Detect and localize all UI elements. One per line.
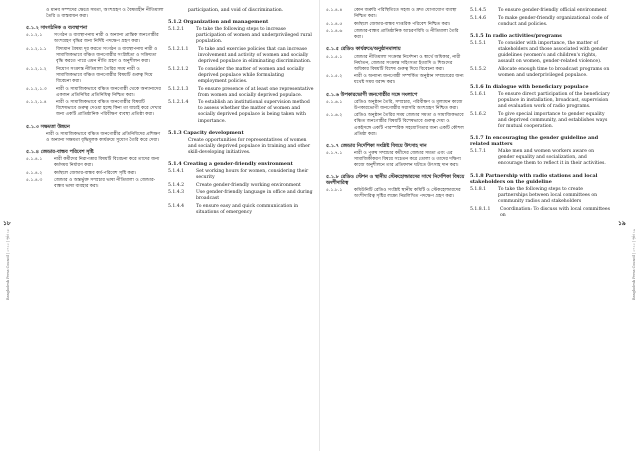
section-heading: ৫.১.২ সাংগঠনিক ও ব্যবস্থাপনা bbox=[26, 25, 88, 32]
clause-row bbox=[326, 113, 466, 137]
clause-row bbox=[326, 188, 466, 200]
clause-text: Make men and women workers aware on gender equality and socialization, and encourage them to reflect it in their activities. bbox=[498, 149, 606, 167]
right-page-side-caption: Bangladesh Press Council | ২০২২ | পৃষ্ঠা ১৯ bbox=[632, 228, 636, 300]
clause-row bbox=[26, 47, 164, 65]
left-page-side-caption: Bangladesh Press Council | ২০২২ | পৃষ্ঠা ১৮ bbox=[6, 228, 10, 300]
clause-number: ৫.১.২.১.২ bbox=[26, 66, 47, 72]
right-english-column bbox=[470, 8, 610, 220]
clause-row bbox=[470, 8, 610, 14]
clause-number: 5.1.4.1 bbox=[168, 169, 185, 175]
clause-number: 5.1.4.4 bbox=[168, 204, 185, 210]
clause-row bbox=[168, 27, 314, 45]
clause-row bbox=[470, 41, 610, 65]
left-english-column bbox=[168, 8, 314, 218]
clause-text: To take the following steps to increase participation of women and underprivileged rural population. bbox=[196, 27, 312, 45]
clause-number: ৫.১.৪.৪ bbox=[326, 8, 343, 13]
clause-row bbox=[470, 92, 610, 110]
clause-row bbox=[168, 183, 314, 189]
clause-text: নারী ও পুরুষ সম্প্রচার কর্মীদের জেন্ডার সমতা এবং এর সামাজিকীকরণ বিষয়ে সচেতন করে তোলা ও তাদের দক্ষিণ্য কাজে অনুশীলনে তার প্রতিফলন ঘটাতে উৎসাহ দান করা। bbox=[354, 150, 461, 168]
clause-row bbox=[168, 190, 314, 202]
clause-number: 5.1.2.1.3 bbox=[168, 86, 189, 92]
clause-row bbox=[168, 169, 314, 181]
clause-number: 5.1.6.1 bbox=[470, 92, 487, 98]
clause-row bbox=[26, 171, 164, 177]
clause-text: To consider the matter of women and socially deprived populace while formulating employment policies. bbox=[198, 66, 305, 84]
clause-text: To ensure easy and quick communication in situations of emergency bbox=[196, 204, 299, 216]
right-page bbox=[320, 0, 638, 451]
clause-row bbox=[168, 47, 314, 65]
clause-number: ৫.১.৮.১ bbox=[326, 188, 343, 194]
clause-number: ৫.১.৪.৫ bbox=[326, 21, 343, 27]
clause-row bbox=[326, 8, 466, 20]
clause-row bbox=[470, 207, 610, 219]
clause-row bbox=[26, 67, 164, 85]
clause-number: 5.1.7.1 bbox=[470, 149, 487, 155]
clause-text: To ensure presence of at least one representative from women and socially deprived populace. bbox=[198, 86, 314, 98]
clause-row bbox=[470, 67, 610, 79]
clause-number: 5.1.4.2 bbox=[168, 182, 185, 188]
clause-row bbox=[26, 33, 164, 45]
clause-text: জেন্ডার-বান্ধব প্রাতিষ্ঠানিক আচরণবিধি ও নীতিমালা তৈরি করা। bbox=[354, 29, 459, 41]
clause-text: রেডিও অনুষ্ঠান তৈরির সময় জেন্ডার সমতা ও সামাজিকভাবে বঞ্চিত জনগোষ্ঠীর বিষয়টি বিশেষভাবে গুরুত্ব দেয়া ও একইসঙ্গে একটি পারস্পরিক সহযোগিতার জন্য একটি কৌশল প্রতিষ্ঠা করা। bbox=[354, 113, 464, 137]
clause-text: To establish an institutional supervision method to assess whether the matter of women and socially deprived populace is being taken with importance. bbox=[198, 100, 310, 124]
clause-row bbox=[470, 112, 610, 130]
clause-text: কর্মস্থলে জেন্ডার-বান্ধব কর্ম-পরিবেশ সৃষ্টি করা। bbox=[54, 170, 137, 176]
clause-text: জেন্ডার ও অন্তর্ভুক্ত সম্প্রচার ভাষা নীতিমালা ও জেন্ডার-বান্ধব ভাষা ব্যবহার করা। bbox=[54, 178, 156, 190]
clause-row bbox=[26, 100, 164, 118]
left-page-number: ১৮ bbox=[3, 220, 11, 227]
clause-number: ৫.১.২.১.৩ bbox=[26, 86, 47, 92]
clause-text: Use gender-friendly language in office and during broadcast bbox=[196, 190, 313, 202]
clause-number: 5.1.2.1.4 bbox=[168, 100, 189, 106]
clause-text: Create gender-friendly working environment bbox=[196, 182, 301, 188]
clause-row bbox=[26, 157, 164, 169]
clause-number: ৫.১.৪.২ bbox=[26, 170, 43, 176]
right-page-number: ১৯ bbox=[618, 220, 626, 227]
clause-row bbox=[470, 149, 610, 167]
clause-text: নিয়োগ সংক্রান্ত নীতিমালা তৈরির সময় নারী ও সামাজিকভাবে বঞ্চিত জনগোষ্ঠীর বিষয়টি গুরুত্ব দিয়ে বিবেচনা করা। bbox=[56, 66, 153, 84]
clause-row bbox=[326, 22, 466, 28]
clause-text: সংগঠন ও ব্যবস্থাপনায় নারী ও অন্যান্য প্রান্তিক জনগোষ্ঠীর অংশগ্রহণ বৃদ্ধির জন্য নির্দিষ্ট পদক্ষেপ গ্রহণ করা। bbox=[54, 33, 159, 45]
clause-text: নারী ও সামাজিকভাবে বঞ্চিত জনগোষ্ঠী থেকে অন্যান্যদের একজন প্রতিনিধির প্রতিনিধিত্ব নিশ্চিত করা। bbox=[56, 86, 161, 98]
clause-number: ৫.১.৬.১ bbox=[326, 99, 343, 105]
clause-text: নারী কর্মীদের নিরাপত্তার বিষয়টি বিবেচনা করে তাদের জন্য কর্মসময় নির্ধারণ করা। bbox=[54, 156, 160, 168]
clause-number: ৫.১.৫.২ bbox=[326, 74, 343, 80]
clause-number: 5.1.5.2 bbox=[470, 66, 487, 72]
clause-number: 5.1.4.6 bbox=[470, 15, 487, 21]
section-heading: ৫.১.৮ রেডিও স্টেশন ও স্থানীয় স্টেকহোল্ডারদের সাথে নির্দেশিকা বিষয়ে অংশীদারিত্ব bbox=[326, 174, 465, 187]
right-bengali-column bbox=[326, 8, 466, 202]
clause-row bbox=[168, 67, 314, 85]
clause-text: বিদ্যমান বৈষম্য দূর করতে সংগঠন ও ব্যবস্থাপনায় নারী ও সামাজিকভাবে বঞ্চিত জনগোষ্ঠীর সংশ্লিষ্টতা ও সক্রিয়তা বৃদ্ধি করতে পারে এমন নীতি গ্রহণ ও অনুশীলন করা। bbox=[56, 46, 158, 65]
clause-row bbox=[470, 187, 610, 205]
section-heading: ৫.১.৫ রেডিও কার্যক্রমে/অনুষ্ঠানমালায় bbox=[326, 46, 401, 53]
clause-text: To ensure direct participation of the beneficiary populace in installation, broadcast, supervision and evaluation work of radio programs. bbox=[498, 92, 610, 110]
body-paragraph: participation, and void of discrimination. bbox=[188, 8, 284, 13]
section-heading: ৫.১.৩ সক্ষমতা উন্নয়ন bbox=[26, 123, 70, 130]
clause-number: 5.1.5.1 bbox=[470, 40, 487, 46]
clause-number: 5.1.2.1.2 bbox=[168, 66, 189, 72]
clause-row bbox=[168, 204, 314, 216]
section-heading: 5.1.6 In dialogue with beneficiary populace bbox=[470, 83, 589, 90]
clause-number: 5.1.2.1 bbox=[168, 27, 185, 33]
clause-row bbox=[326, 100, 466, 112]
clause-number: ৫.১.৪.৩ bbox=[26, 178, 43, 184]
clause-row bbox=[168, 100, 314, 124]
section-heading: 5.1.5 In radio activities/programs bbox=[470, 32, 562, 39]
clause-row bbox=[26, 178, 164, 190]
clause-text: To take the following steps to create partnerships between local committees on community radios and stakeholders bbox=[498, 186, 598, 204]
clause-row bbox=[470, 16, 610, 28]
left-bengali-column bbox=[26, 8, 164, 192]
section-heading: ৫.১.৬ উপকারভোগী জনগোষ্ঠীর সঙ্গে সংলাপে bbox=[326, 91, 418, 98]
section-heading: 5.1.3 Capacity development bbox=[168, 129, 244, 136]
clause-text: To take and exercise policies that can increase involvement and activity of women and socially deprived populace in eliminating discrimination. bbox=[198, 46, 312, 65]
clause-row bbox=[326, 151, 466, 169]
clause-number: ৫.১.২.১.৪ bbox=[26, 100, 47, 106]
clause-text: To consider with importance, the matter of stakeholders and those associated with gender guidelines (women's and children's rights, assault on women, gender-related violence). bbox=[498, 40, 608, 65]
clause-text: জেন্ডার নীতিমালা সংক্রান্ত নির্দেশনা ও স্বার্থে অধিকার, নারী নির্যাতন, জেন্ডার সংক্রান্ত সহিংসতা ইত্যাদি ও শিশুদের অধিকার বিষয়টি বিশেষ গুরুত্ব দিয়ে বিবেচনা করা। bbox=[354, 54, 461, 72]
clause-row bbox=[326, 55, 466, 73]
clause-number: 5.1.8.1.1 bbox=[470, 206, 491, 212]
clause-number: ৫.১.৪.১ bbox=[26, 156, 43, 162]
clause-text: নারী ও অন্যান্য জনগোষ্ঠী সম্পর্কিত অনুষ্ঠান সম্প্রচারের জন্য যথেষ্ট সময় বরাদ্দ করা। bbox=[354, 74, 464, 86]
clause-text: কর্মস্থলে জেন্ডার-বান্ধব দাপ্তরিক পরিবেশ নিশ্চিত করা। bbox=[354, 21, 451, 27]
clause-text: To ensure gender-friendly official environment bbox=[498, 8, 607, 13]
clause-text: কমিউনিটি রেডিও সংশ্লিষ্ট স্থানীয় কমিটি ও স্টেকহোল্ডারদের অংশীদারিত্ব সৃষ্টির লক্ষ্যে নিম্নলিখিত পদক্ষেপ গ্রহণ করা। bbox=[354, 188, 461, 200]
section-heading: ৫.১.৪ জেন্ডার-বান্ধব পরিবেশ সৃষ্টি bbox=[26, 148, 94, 155]
section-heading: 5.1.7 In encouraging the gender guideline and related matters bbox=[470, 135, 599, 148]
clause-text: To give special importance to gender equality and deprived community, and establishes ways for mutual cooperation. bbox=[498, 111, 608, 129]
clause-text: Set working hours for women, considering their security bbox=[196, 169, 309, 181]
clause-text: Coordination: To discuss with local committees on bbox=[500, 206, 610, 218]
clause-number: ৫.১.৫.১ bbox=[326, 54, 343, 60]
clause-row bbox=[326, 29, 466, 41]
clause-number: 5.1.6.2 bbox=[470, 111, 487, 117]
section-heading: 5.1.4 Creating a gender-friendly environment bbox=[168, 160, 293, 167]
clause-row bbox=[326, 74, 466, 86]
clause-row bbox=[168, 87, 314, 99]
clause-text: Allocate enough time to broadcast programs on women and underprivileged populace. bbox=[498, 66, 610, 78]
clause-number: 5.1.4.5 bbox=[470, 8, 487, 13]
section-heading: 5.1.8 Partnership with radio stations and local stakeholders on the guideline bbox=[470, 172, 598, 185]
clause-row bbox=[26, 87, 164, 99]
clause-number: ৫.১.৭.১ bbox=[326, 150, 343, 156]
clause-text: নারী ও সামাজিকভাবে বঞ্চিত জনগোষ্ঠীর বিষয়টি বিশেষভাবে গুরুত্ব দেওয়া হচ্ছে কিনা তা যাচাই করে দেখার জন্য একটি প্রাতিষ্ঠানিক পরিবীক্ষণ ব্যবস্থা প্রতিষ্ঠা করা। bbox=[56, 100, 162, 118]
clause-text: To make gender-friendly organizational code of conduct and policies. bbox=[498, 15, 609, 27]
body-paragraph: Create opportunities for representatives of women and socially deprived populace in training and other skill-developing initiatives. bbox=[188, 137, 311, 155]
section-heading: ৫.১.৭ জেন্ডার নির্দেশিকা সংশ্লিষ্ট বিষয়ে উৎসাহ দান bbox=[326, 142, 427, 149]
clause-number: 5.1.2.1.1 bbox=[168, 46, 189, 52]
clause-text: রেডিও অনুষ্ঠান তৈরি, সম্প্রচার, পরিবীক্ষণ ও মূল্যায়ন কাজে উপকারভোগী জনগোষ্ঠীর সরাসরি অংশগ্রহণ নিশ্চিত করা। bbox=[354, 99, 463, 111]
clause-number: 5.1.8.1 bbox=[470, 186, 487, 192]
clause-number: ৫.১.৪.৬ bbox=[326, 29, 343, 35]
clause-number: 5.1.4.3 bbox=[168, 190, 185, 196]
clause-text: কোন জরুরি পরিস্থিতিতে সহজ ও দ্রুত যোগাযোগ ব্যবস্থা নিশ্চিত করা। bbox=[354, 8, 457, 20]
clause-number: ৫.১.৬.২ bbox=[326, 113, 343, 119]
clause-number: ৫.১.২.১.১ bbox=[26, 46, 47, 52]
body-paragraph: নারী ও সামাজিকভাবে বঞ্চিত জনগোষ্ঠীর প্রতিনিধিদের প্রশিক্ষণ ও অন্যান্য সক্ষমতা বৃদ্ধিমূলক কার্যক্রমে সুযোগ তৈরি করে দেয়া। bbox=[46, 131, 161, 143]
section-heading: 5.1.2 Organization and management bbox=[168, 19, 269, 26]
clause-number: ৫.১.২.১ bbox=[26, 33, 43, 39]
body-paragraph: ও মানব সম্পদের ক্ষেত্রে সমতা, অংশগ্রহণ ও বৈষম্যহীন নীতিমালা তৈরি ও বাস্তবায়ন করা। bbox=[46, 8, 164, 20]
